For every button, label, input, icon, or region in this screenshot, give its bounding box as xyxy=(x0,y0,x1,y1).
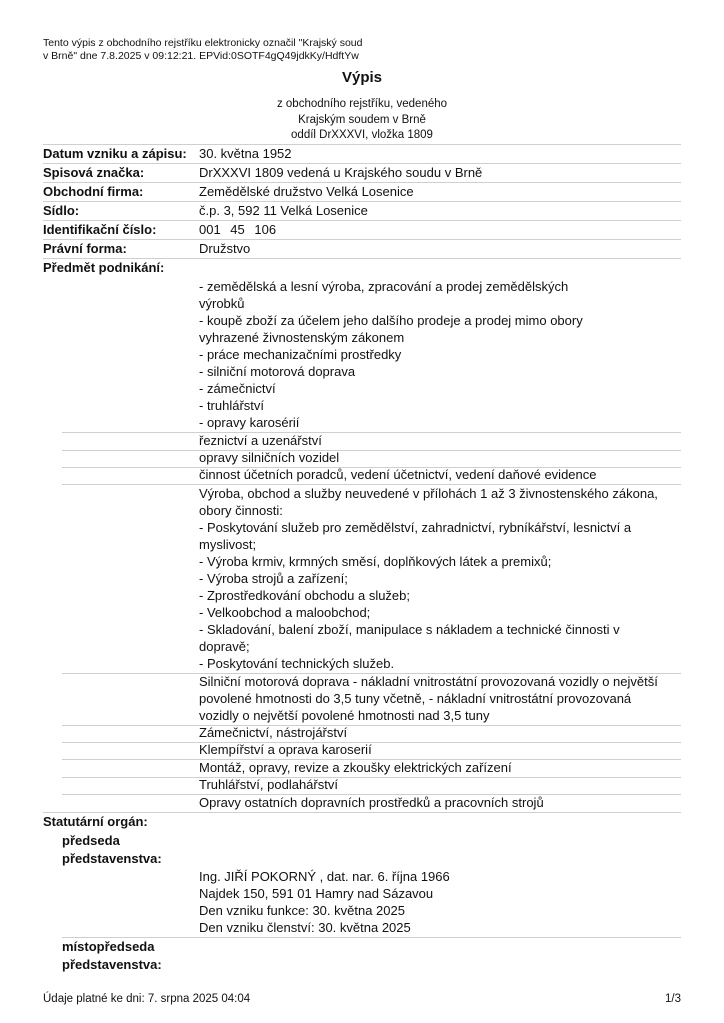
field-value: 001 45 106 xyxy=(199,222,277,237)
entry-line: - silniční motorová doprava xyxy=(199,364,356,379)
subtitle-line: z obchodního rejstříku, vedeného xyxy=(276,98,448,110)
document-title: Výpis xyxy=(341,69,383,86)
entry-line: - koupě zboží za účelem jeho dalšího prodeje a prodej mimo obory xyxy=(199,313,583,328)
entry-line: povolené hmotnosti do 3,5 tuny včetně, - nákladní vnitrostátní provozovaná xyxy=(199,691,632,706)
field-value: 30. května 1952 xyxy=(199,146,292,161)
divider xyxy=(62,450,681,451)
entry-line: opravy silničních vozidel xyxy=(199,450,340,465)
field-value: č.p. 3, 592 11 Velká Losenice xyxy=(199,203,368,218)
role-label: představenstva: xyxy=(62,957,162,972)
role-label: místopředseda xyxy=(62,939,155,954)
entry-line: - Velkoobchod a maloobchod; xyxy=(199,605,371,620)
entry-line: Výroba, obchod a služby neuvedené v přílohách 1 až 3 živnostenského zákona, xyxy=(199,486,658,501)
entry-line: řeznictví a uzenářství xyxy=(199,433,322,448)
entry-line: Klempířství a oprava karoserií xyxy=(199,742,372,757)
divider xyxy=(43,201,681,202)
field-label: Sídlo: xyxy=(43,203,80,218)
divider xyxy=(43,239,681,240)
entry-line: - Výroba strojů a zařízení; xyxy=(199,571,348,586)
divider xyxy=(43,144,681,145)
section-label-statutar: Statutární orgán: xyxy=(43,814,148,829)
entry-line: - truhlářství xyxy=(199,398,265,413)
member-line: Den vzniku členství: 30. května 2025 xyxy=(199,920,411,935)
divider xyxy=(43,258,681,259)
entry-line: - Poskytování technických služeb. xyxy=(199,656,395,671)
divider xyxy=(62,777,681,778)
divider xyxy=(62,725,681,726)
entry-line: - zámečnictví xyxy=(199,381,276,396)
divider xyxy=(62,432,681,433)
divider xyxy=(43,812,681,813)
field-value: Zemědělské družstvo Velká Losenice xyxy=(199,184,414,199)
entry-line: Truhlářství, podlahářství xyxy=(199,777,338,792)
section-label-predmet: Předmět podnikání: xyxy=(43,260,165,275)
entry-line: - Zprostředkování obchodu a služeb; xyxy=(199,588,411,603)
member-line: Den vzniku funkce: 30. května 2025 xyxy=(199,903,405,918)
entry-line: činnost účetních poradců, vedení účetnictví, vedení daňové evidence xyxy=(199,467,597,482)
divider xyxy=(62,484,681,485)
divider xyxy=(43,220,681,221)
entry-line: myslivost; xyxy=(199,537,257,552)
page-number: 1/3 xyxy=(665,993,681,1005)
subtitle-line: Krajským soudem v Brně xyxy=(298,114,426,126)
field-label: Datum vzniku a zápisu: xyxy=(43,146,187,161)
divider xyxy=(43,163,681,164)
entry-line: Zámečnictví, nástrojářství xyxy=(199,725,348,740)
member-line: Najdek 150, 591 01 Hamry nad Sázavou xyxy=(199,886,434,901)
subtitle-line: oddíl DrXXXVI, vložka 1809 xyxy=(291,129,433,141)
divider xyxy=(43,182,681,183)
field-label: Identifikační číslo: xyxy=(43,222,157,237)
member-line: Ing. JIŘÍ POKORNÝ , dat. nar. 6. října 1966 xyxy=(199,869,450,884)
field-value: Družstvo xyxy=(199,241,251,256)
electronic-seal-notice xyxy=(43,37,403,63)
entry-line: - práce mechanizačními prostředky xyxy=(199,347,402,362)
entry-line: - zemědělská a lesní výroba, zpracování a prodej zemědělských xyxy=(199,279,569,294)
entry-line: vyhrazené živnostenským zákonem xyxy=(199,330,405,345)
entry-line: dopravě; xyxy=(199,639,250,654)
entry-line: Opravy ostatních dopravních prostředků a pracovních strojů xyxy=(199,795,544,810)
field-label: Právní forma: xyxy=(43,241,127,256)
field-label: Spisová značka: xyxy=(43,165,145,180)
entry-line: vozidly o největší povolené hmotnosti nad 3,5 tuny xyxy=(199,708,490,723)
role-label: představenstva: xyxy=(62,851,162,866)
entry-line: Montáž, opravy, revize a zkoušky elektrických zařízení xyxy=(199,760,512,775)
entry-line: Silniční motorová doprava - nákladní vnitrostátní provozovaná vozidly o největší xyxy=(199,674,658,689)
entry-line: - Výroba krmiv, krmných směsí, doplňkových látek a premixů; xyxy=(199,554,552,569)
divider xyxy=(62,937,681,938)
field-label: Obchodní firma: xyxy=(43,184,144,199)
notice-line: v Brně" dne 7.8.2025 v 09:12:21. EPVid:0SOTF4gQ49jdkKy/HdftYw xyxy=(43,50,359,62)
entry-line: - Skladování, balení zboží, manipulace s nákladem a technické činnosti v xyxy=(199,622,620,637)
entry-line: obory činnosti: xyxy=(199,503,283,518)
entry-line: - opravy karosérií xyxy=(199,415,300,430)
entry-line: výrobků xyxy=(199,296,245,311)
notice-line: Tento výpis z obchodního rejstříku elektronicky označil "Krajský soud xyxy=(43,37,363,49)
role-label: předseda xyxy=(62,833,120,848)
entry-line: - Poskytování služeb pro zemědělství, zahradnictví, rybníkářství, lesnictví a xyxy=(199,520,632,535)
field-value: DrXXXVI 1809 vedená u Krajského soudu v Brně xyxy=(199,165,483,180)
footer-validity: Údaje platné ke dni: 7. srpna 2025 04:04 xyxy=(43,993,251,1005)
